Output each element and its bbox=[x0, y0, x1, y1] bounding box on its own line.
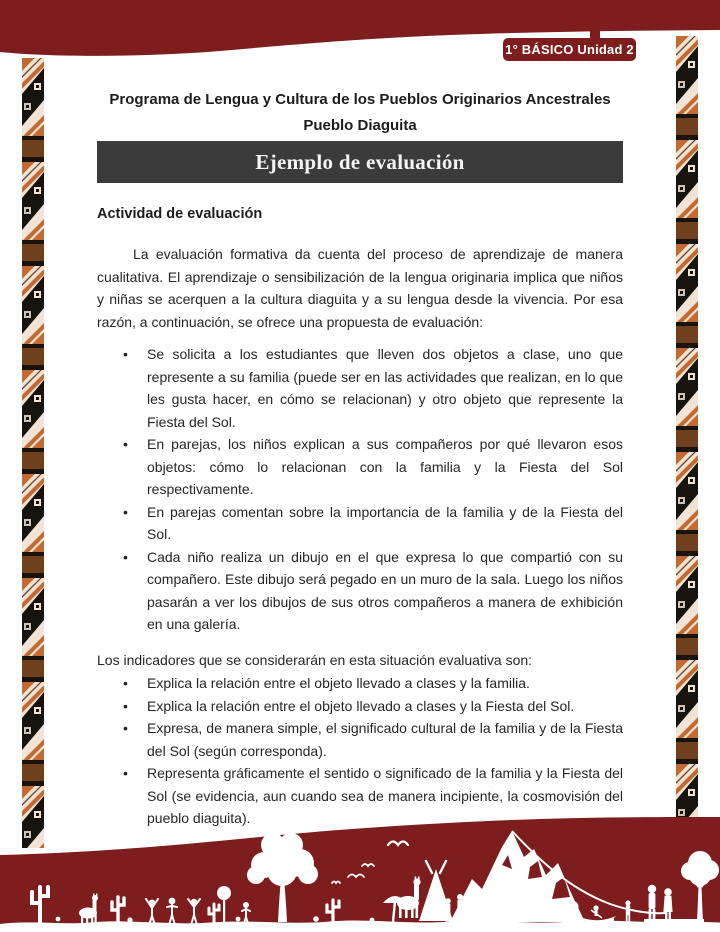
program-subtitle: Pueblo Diaguita bbox=[303, 117, 417, 134]
section-banner-title: Ejemplo de evaluación bbox=[255, 149, 465, 174]
indicator-bullet-4: • Representa gráficamente el sentido o significado de la familia y la Fiesta del Sol (se evidencia, aun cuando sea de manera incipiente, la cosmovisión del pueblo diaguita). bbox=[97, 762, 623, 830]
activity-bullet-4: • Cada niño realiza un dibujo en el que expresa lo que compartió con su compañero. Este dibujo será pegado en un muro de la sala. Luego los niños pasarán a ver los dibujos de sus otros compañeros a manera de exhibición en una galería. bbox=[97, 546, 623, 636]
activity-bullet-3: • En parejas comentan sobre la importancia de la familia y de la Fiesta del Sol. bbox=[97, 501, 623, 546]
activity-heading: Actividad de evaluación bbox=[97, 206, 263, 222]
unit-badge-label: 1° BÁSICO Unidad 2 bbox=[505, 42, 634, 57]
activity-bullet-2: • En parejas, los niños explican a sus compañeros por qué llevaron esos objetos: cómo lo relacionan con la familia y la Fiesta del Sol respectivamente. bbox=[97, 433, 623, 501]
activity-bullet-1: • Se solicita a los estudiantes que lleven dos objetos a clase, uno que represente a su familia (puede ser en las actividades que realizan, en lo que les gusta hacer, en cómo se relacionan) y otro objeto que represente la Fiesta del Sol. bbox=[97, 343, 623, 433]
footer-landscape-illustration bbox=[0, 817, 720, 932]
program-title: Programa de Lengua y Cultura de los Pueblos Originarios Ancestrales bbox=[109, 91, 611, 108]
indicator-bullet-1: • Explica la relación entre el objeto llevado a clases y la familia. bbox=[97, 672, 623, 695]
indicators-intro: Los indicadores que se considerarán en esta situación evaluativa son: bbox=[97, 651, 533, 668]
indicator-bullet-3: • Expresa, de manera simple, el significado cultural de la familia y de la Fiesta del Sol (según corresponda). bbox=[97, 717, 623, 762]
section-banner bbox=[97, 141, 623, 183]
unit-badge bbox=[503, 38, 636, 61]
diaguita-pattern-border-right-icon bbox=[676, 36, 698, 830]
document-body bbox=[97, 243, 623, 830]
footer-ground bbox=[0, 920, 720, 932]
intro-paragraph: La evaluación formativa da cuenta del proceso de aprendizaje de manera cualitativa. El aprendizaje o sensibilización de la lengua originaria implica que niños y niñas se acerquen a la cultura diaguita y a su lengua desde la vivencia. Por esa razón, a continuación, se ofrece una propuesta de evaluación: bbox=[97, 246, 623, 330]
indicators-bullet-list bbox=[97, 672, 623, 830]
indicator-bullet-2: • Explica la relación entre el objeto llevado a clases y la Fiesta del Sol. bbox=[97, 695, 623, 718]
diaguita-pattern-border-left-icon bbox=[22, 58, 44, 848]
activity-bullet-list bbox=[97, 343, 623, 636]
